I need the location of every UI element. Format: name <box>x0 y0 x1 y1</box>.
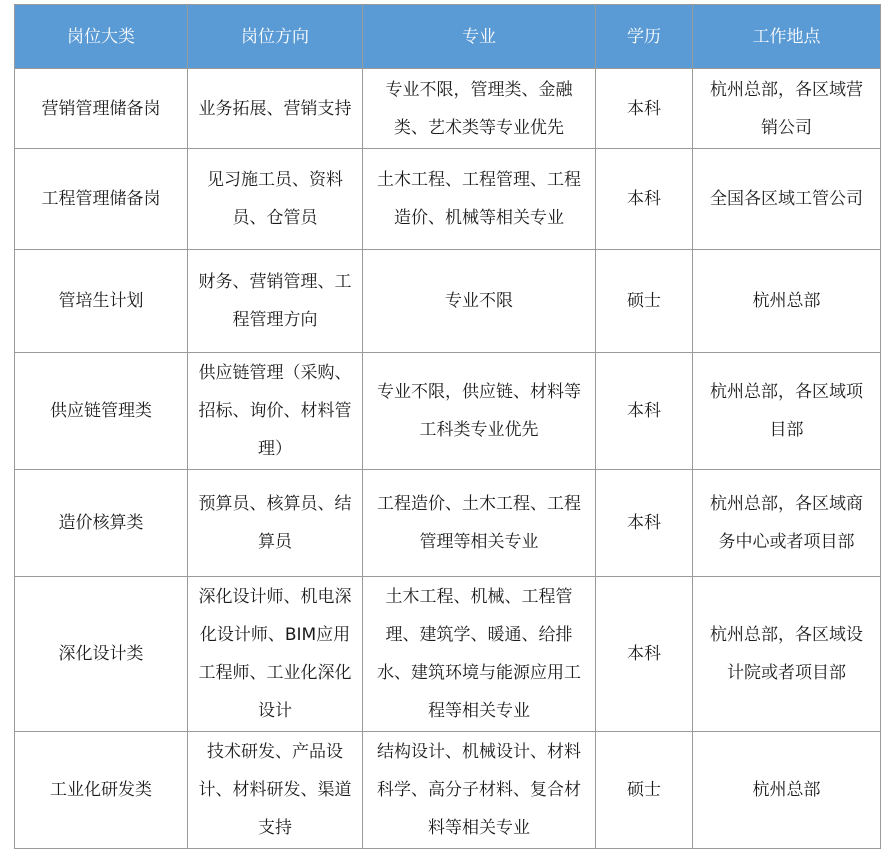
cell-location: 杭州总部，各区域设计院或者项目部 <box>693 577 881 732</box>
cell-location: 杭州总部，各区域营销公司 <box>693 69 881 149</box>
cell-direction: 预算员、核算员、结算员 <box>188 470 363 577</box>
table-row <box>15 732 881 849</box>
cell-location: 杭州总部 <box>693 732 881 849</box>
cell-education: 硕士 <box>596 250 693 353</box>
cell-direction: 见习施工员、资料员、仓管员 <box>188 149 363 250</box>
cell-location: 杭州总部，各区域项目部 <box>693 353 881 470</box>
cell-major: 土木工程、机械、工程管理、建筑学、暖通、给排水、建筑环境与能源应用工程等相关专业 <box>363 577 596 732</box>
table-row <box>15 69 881 149</box>
cell-education: 硕士 <box>596 732 693 849</box>
cell-major: 专业不限，供应链、材料等工科类专业优先 <box>363 353 596 470</box>
cell-education: 本科 <box>596 577 693 732</box>
cell-major: 土木工程、工程管理、工程造价、机械等相关专业 <box>363 149 596 250</box>
cell-location: 全国各区域工管公司 <box>693 149 881 250</box>
table-header-row <box>15 5 881 69</box>
table-row <box>15 149 881 250</box>
table-row <box>15 250 881 353</box>
cell-direction: 供应链管理（采购、招标、询价、材料管理） <box>188 353 363 470</box>
header-major: 专业 <box>363 5 596 69</box>
cell-major: 专业不限 <box>363 250 596 353</box>
cell-education: 本科 <box>596 470 693 577</box>
cell-major: 工程造价、土木工程、工程管理等相关专业 <box>363 470 596 577</box>
table-row <box>15 353 881 470</box>
cell-category: 工业化研发类 <box>15 732 188 849</box>
cell-education: 本科 <box>596 149 693 250</box>
table-row <box>15 577 881 732</box>
header-category: 岗位大类 <box>15 5 188 69</box>
cell-education: 本科 <box>596 353 693 470</box>
cell-category: 深化设计类 <box>15 577 188 732</box>
header-location: 工作地点 <box>693 5 881 69</box>
cell-category: 造价核算类 <box>15 470 188 577</box>
cell-direction: 技术研发、产品设计、材料研发、渠道支持 <box>188 732 363 849</box>
table-row <box>15 470 881 577</box>
cell-direction: 业务拓展、营销支持 <box>188 69 363 149</box>
cell-location: 杭州总部，各区域商务中心或者项目部 <box>693 470 881 577</box>
cell-category: 管培生计划 <box>15 250 188 353</box>
header-education: 学历 <box>596 5 693 69</box>
cell-category: 供应链管理类 <box>15 353 188 470</box>
cell-category: 营销管理储备岗 <box>15 69 188 149</box>
cell-location: 杭州总部 <box>693 250 881 353</box>
header-direction: 岗位方向 <box>188 5 363 69</box>
cell-direction: 财务、营销管理、工程管理方向 <box>188 250 363 353</box>
cell-direction: 深化设计师、机电深化设计师、BIM应用工程师、工业化深化设计 <box>188 577 363 732</box>
job-positions-table <box>14 4 881 849</box>
cell-major: 结构设计、机械设计、材料科学、高分子材料、复合材料等相关专业 <box>363 732 596 849</box>
cell-education: 本科 <box>596 69 693 149</box>
cell-major: 专业不限，管理类、金融类、艺术类等专业优先 <box>363 69 596 149</box>
cell-category: 工程管理储备岗 <box>15 149 188 250</box>
